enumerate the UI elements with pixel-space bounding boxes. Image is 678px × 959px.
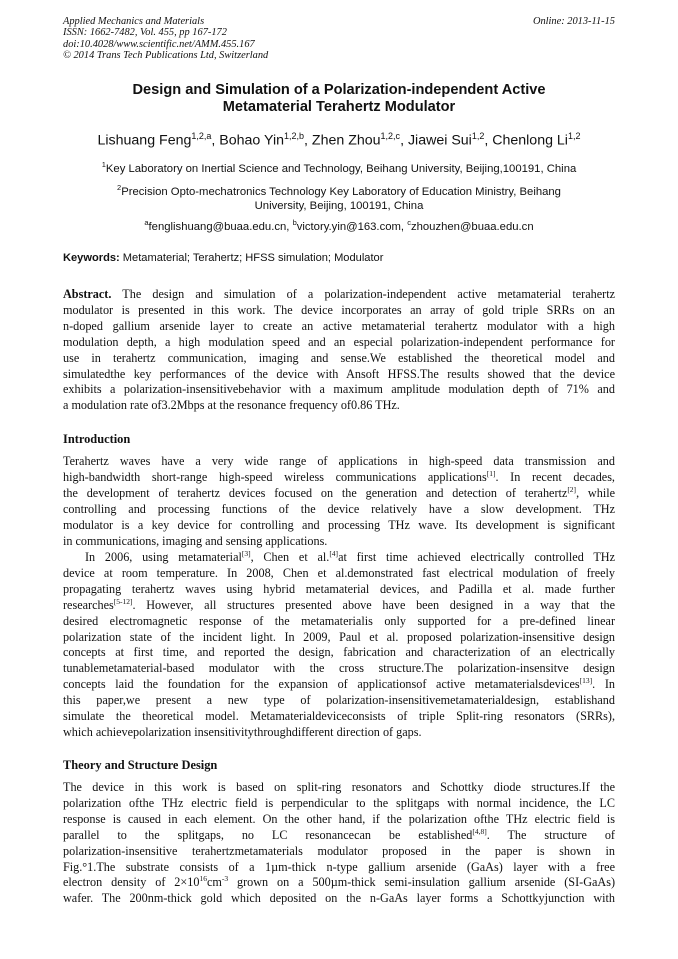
- journal-name: Applied Mechanics and Materials: [63, 16, 205, 27]
- copyright-line: © 2014 Trans Tech Publications Ltd, Switzerland: [63, 49, 269, 61]
- abstract-line: Abstract. The design and simulation of a polarization-independent active metamaterial terahertz: [63, 287, 615, 301]
- affiliation-1: [63, 158, 615, 176]
- abstract-line: exhibits a polarization-insensitivebehavior with a maximum amplitude modulation depth of 71% and: [63, 382, 615, 397]
- author-affiliation-mark: 1,2: [471, 131, 485, 141]
- keywords: [63, 251, 615, 265]
- author-affiliation-mark: 1,2: [567, 131, 581, 141]
- abstract-label: Abstract.: [63, 287, 112, 301]
- affiliation-text: Key Laboratory on Inertial Science and Technology, Beihang University, Beijing,100191, China: [105, 162, 577, 175]
- text-line: simulate the theoretical model. Metamaterialdeviceconsists of triple Split-ring resonators (SRRs),: [63, 709, 615, 724]
- text-line: which achievepolarization insensitivitythroughdifferent direction of gaps.: [63, 724, 422, 739]
- text-line: Fig.°1.The substrate consists of a 1µm-thick n-type gallium arsenide (GaAs) layer with a free: [63, 859, 615, 874]
- text-line: in communications, imaging and sensing applications.: [63, 533, 328, 548]
- text-line: Terahertz waves have a very wide range of applications in high-speed data transmission and: [63, 454, 615, 468]
- text-line: tunablemetamaterial-based modulator with the cross structure.The polarization-insensitve design: [63, 661, 615, 676]
- author-affiliation-mark: 1,2,c: [380, 131, 401, 141]
- keywords-text: Metamaterial; Terahertz; HFSS simulation; Modulator: [119, 252, 384, 264]
- text-line: The device in this work is based on split-ring resonators and Schottky diode structures.If the: [63, 780, 615, 794]
- text-line: desired electromagnetic response of the metamaterialis only supported for a pre-defined linear: [63, 613, 615, 628]
- paper-title: [63, 82, 615, 116]
- text-line: researches[5-12]. However, all structures presented above have been designed in a way that the: [63, 596, 615, 612]
- text-line: the development of terahertz devices focused on the generation and detection of terahertz[2], while: [63, 484, 615, 500]
- citation[interactable]: [13]: [579, 676, 593, 686]
- author-name: Jiawei Sui: [407, 132, 472, 149]
- citation[interactable]: [4,8]: [472, 826, 487, 836]
- text-line: device at room temperature. In 2008, Chen et al.demonstrated fast electrical modulation of freely: [63, 565, 615, 580]
- doi-line[interactable]: doi:10.4028/www.scientific.net/AMM.455.167: [63, 38, 255, 50]
- citation[interactable]: [3]: [241, 548, 251, 558]
- abstract: [63, 287, 615, 414]
- section-heading-introduction: Introduction: [63, 432, 131, 446]
- author-name: Zhen Zhou: [311, 132, 381, 149]
- abstract-line: n-doped gallium arsenide layer to create an active metamaterial terahertz modulator with a high: [63, 318, 615, 333]
- text-line: polarization state of the incident light. In 2009, Paul et al. proposed polarization-insensitive design: [63, 629, 615, 644]
- text-line: propagating terahertz waves using hybrid metamaterial devices, and Padilla et al. made further: [63, 581, 615, 596]
- affiliation-2: [63, 181, 615, 213]
- citation[interactable]: [1]: [486, 468, 496, 478]
- author-affiliation-mark: 1,2,b: [284, 131, 305, 141]
- title-line-1: Design and Simulation of a Polarization-independent Active: [132, 82, 546, 98]
- email-list: [63, 216, 615, 234]
- text-line: response is caused in each element. On the other hand, if the polarization ofthe THz electric field is: [63, 811, 615, 826]
- text-line: polarization ofthe THz electric field is perpendicular to the splitgaps with normal incidence, the LC: [63, 795, 615, 810]
- email-address[interactable]: zhouzhen@buaa.edu.cn: [410, 220, 534, 233]
- affiliation-mark: 2: [117, 183, 122, 192]
- email-mark: b: [292, 218, 297, 227]
- author-list: Lishuang Feng$^{1,2,a}$, Bohao Yin$^{1,2,b}$, Zhen Zhou$^{1,2,c}$, Jiawei Sui$^{1,2}$, Chenlong Li$^{1,2}$: [97, 131, 581, 149]
- author-name: Chenlong Li: [492, 132, 568, 149]
- abstract-line: modulator is presented in this work. The device incorporates an array of gold triple SRRs on an: [63, 302, 615, 317]
- online-date: Online: 2013-11-15: [532, 16, 615, 27]
- text-line: concepts at first time, and reported the design, fabrication and characterization of an electrically: [63, 645, 615, 660]
- section-heading-theory: Theory and Structure Design: [63, 758, 218, 772]
- text-line: this paper,we present a new type of polarization-insensitivemetamaterialdesign, establishand: [63, 693, 615, 708]
- author-name: Bohao Yin: [219, 132, 284, 149]
- text-line: polarization-insensitive terahertzmetamaterials modulator proposed in the paper is shown in: [63, 843, 615, 858]
- text-line: electron density of $2\times 10^{16}cm^{-3}$ grown on a 500µm-thick semi-insulation gallium arsenide (SI-GaAs): [63, 874, 616, 890]
- email-address[interactable]: fenglishuang@buaa.edu.cn,: [148, 220, 293, 233]
- text-line: concepts laid the foundation for the expansion of applicationsof active metamaterialsdevices[13]. In: [63, 676, 616, 692]
- affiliation-mark: 1: [101, 160, 106, 169]
- text-line: modulator is a key device for controlling and processing THz wave. Its development is significant: [63, 517, 615, 532]
- citation[interactable]: [4]: [329, 548, 339, 558]
- email-mark: c: [407, 218, 411, 227]
- text-line: In 2006, using metamaterial[3], Chen et al.[4]at first time achieved electrically controlled THz: [85, 548, 615, 564]
- abstract-line: simulatedthe key performances of the device with Ansoft HFSS.The results showed that the device: [63, 366, 615, 381]
- author-name: Lishuang Feng: [97, 132, 192, 149]
- citation[interactable]: [2]: [567, 484, 577, 494]
- theory-paragraph-1: [63, 780, 615, 907]
- abstract-line: use in terahertz communication, imaging and sense.We established the theoretical model and: [63, 350, 615, 365]
- keywords-label: Keywords:: [63, 252, 120, 264]
- text-line: high-bandwidth short-range high-speed wireless communications applications[1]. In recent decades,: [63, 468, 615, 484]
- intro-paragraph-2: [63, 550, 615, 741]
- affiliation-text: University, Beijing, 100191, China: [254, 199, 424, 212]
- intro-paragraph-1: [63, 454, 615, 549]
- email-address[interactable]: victory.yin@163.com,: [296, 220, 408, 233]
- text-line: wafer. The 200nm-thick gold which deposited on the n-GaAs layer forms a Schottkyjunction with: [63, 891, 615, 906]
- email-mark: a: [144, 218, 149, 227]
- affiliation-text: Precision Opto-mechatronics Technology Key Laboratory of Education Ministry, Beihang: [121, 185, 561, 198]
- issn-line: ISSN: 1662-7482, Vol. 455, pp 167-172: [63, 27, 227, 39]
- text-line: parallel to the splitgaps, no LC resonancecan be established[4,8]. The structure of: [63, 826, 615, 842]
- journal-header: [63, 16, 615, 61]
- text-line: controlling and processing functions of the device relatively have a slow development. THz: [63, 501, 615, 516]
- abstract-line: modulation depth, a high modulation speed and an especial polarization-independent performance for: [63, 334, 615, 349]
- title-line-2: Metamaterial Terahertz Modulator: [222, 99, 456, 115]
- citation[interactable]: [5-12]: [113, 596, 133, 606]
- author-affiliation-mark: 1,2,a: [191, 131, 212, 141]
- abstract-line: a modulation rate of3.2Mbps at the resonance frequency of0.86 THz.: [63, 398, 400, 413]
